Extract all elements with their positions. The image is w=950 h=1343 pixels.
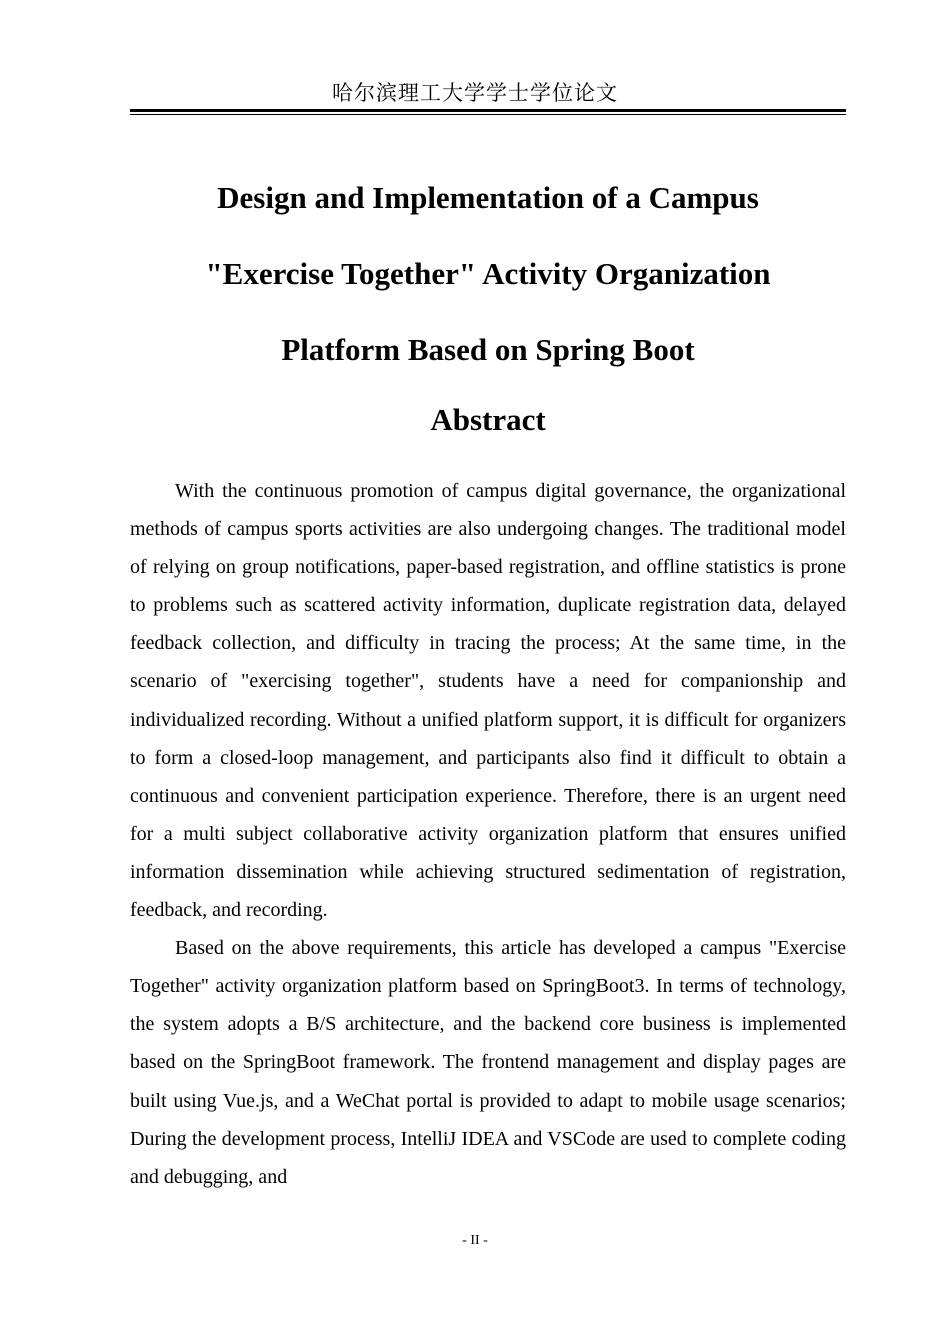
running-header: 哈尔滨理工大学学士学位论文: [332, 81, 618, 105]
title-line-3: Platform Based on Spring Boot: [281, 332, 695, 367]
abstract-paragraph: Based on the above requirements, this article has developed a campus "Exercise Together" activity organization platform based on SpringBoot3. In terms of technology, the system adopts a B/S architecture, and the backend core business is implemented based on the SpringBoot framework. The frontend management and display pages are built using Vue.js, and a WeChat portal is provided to adapt to mobile usage scenarios; During the development process, IntelliJ IDEA and VSCode are used to complete coding and debugging, and: [130, 937, 846, 1188]
header-rule-thin: [130, 114, 846, 115]
title-line-2: "Exercise Together" Activity Organization: [205, 256, 771, 291]
abstract-heading: Abstract: [430, 402, 546, 437]
abstract-paragraph: With the continuous promotion of campus digital governance, the organizational methods of campus sports activities are also undergoing changes. The traditional model of relying on group notifications, paper-based registration, and offline statistics is prone to problems such as scattered activity information, duplicate registration data, delayed feedback collection, and difficulty in tracing the process; At the same time, in the scenario of "exercising together", students have a need for companionship and individualized recording. Without a unified platform support, it is difficult for organizers to form a closed-loop management, and participants also find it difficult to obtain a continuous and convenient participation experience. Therefore, there is an urgent need for a multi subject collaborative activity organization platform that ensures unified information dissemination while achieving structured sedimentation of registration, feedback, and recording.: [130, 480, 846, 922]
title-line-1: Design and Implementation of a Campus: [217, 180, 759, 215]
header-rule-thick: [130, 109, 846, 112]
abstract-body: [130, 472, 846, 1196]
thesis-title: [130, 160, 846, 388]
page-number: - II -: [462, 1233, 488, 1248]
